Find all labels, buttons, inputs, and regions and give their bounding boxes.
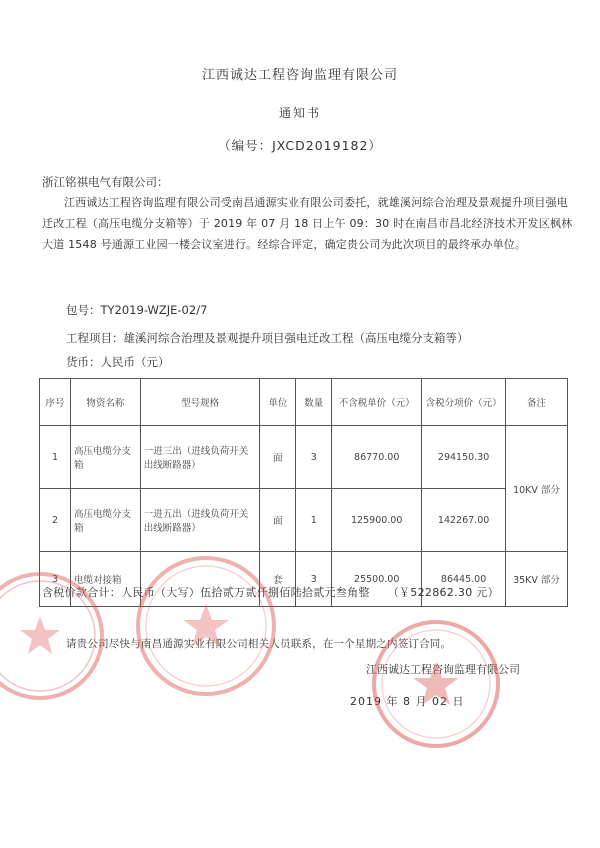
cell-subtotal: 142267.00 (422, 489, 506, 552)
notice-text: 请贵公司尽快与南昌通源实业有限公司相关人员联系，在一个星期之内签订合同。 (66, 638, 452, 650)
cell-qty: 3 (296, 552, 332, 607)
signature-company: 江西诚达工程咨询监理有限公司 (366, 663, 520, 676)
cell-spec: 一进五出（进线负荷开关出线断路器） (140, 489, 260, 552)
cell-unit: 面 (260, 426, 296, 489)
issue-date: 2019 年 8 月 02 日 (350, 695, 465, 708)
cell-qty: 3 (296, 426, 332, 489)
col-header-unit-price: 不含税单价（元） (332, 379, 422, 426)
company-title: 江西诚达工程咨询监理有限公司 (201, 68, 398, 83)
cell-unit: 面 (260, 489, 296, 552)
col-header-unit: 单位 (260, 379, 296, 426)
table-header-row (40, 379, 568, 426)
cell-spec: 一进三出（进线负荷开关出线断路器） (140, 426, 260, 489)
col-header-spec: 型号规格 (140, 379, 260, 426)
cell-remark-35kv: 35KV 部分 (506, 552, 568, 607)
cell-name: 电缆对接箱 (70, 552, 140, 607)
cell-no: 1 (40, 426, 71, 489)
cell-no: 3 (40, 552, 71, 607)
cell-unit: 套 (260, 552, 296, 607)
cell-no: 2 (40, 489, 71, 552)
cell-unit-price: 125900.00 (332, 489, 422, 552)
document-type: 通知书 (278, 106, 321, 120)
total-line (42, 584, 499, 600)
cell-unit-price: 25500.00 (332, 552, 422, 607)
col-header-no: 序号 (40, 379, 71, 426)
cell-remark-10kv: 10KV 部分 (506, 426, 568, 552)
items-table (39, 378, 568, 607)
total-amount: （￥522862.30 元） (387, 586, 499, 599)
col-header-subtotal: 含税分项价（元） (422, 379, 506, 426)
total-label: 含税价款合计：人民币（大写）伍拾贰万贰仟捌佰陆拾贰元叁角整 (42, 586, 370, 599)
body-paragraph: 江西诚达工程咨询监理有限公司受南昌通源实业有限公司委托，就雄溪河综合治理及景观提升项目强电迁改工程（高压电缆分支箱等）于 2019 年 07 月 18 日上午 09：30 时在南昌市昌北经济技术开发区枫林大道 1548 号通源工业园一楼会议室进行。经综合评定，确定贵公司为此次项目的最终承办单位。 (42, 196, 573, 251)
cell-subtotal: 86445.00 (422, 552, 506, 607)
col-header-qty: 数量 (296, 379, 332, 426)
currency-line: 货币：人民币（元） (66, 355, 170, 369)
cell-subtotal: 294150.30 (422, 426, 506, 489)
document-number: （编号：JXCD2019182） (218, 138, 382, 153)
addressee: 浙江铭祺电气有限公司： (42, 175, 169, 189)
col-header-remark: 备注 (506, 379, 568, 426)
cell-unit-price: 86770.00 (332, 426, 422, 489)
cell-qty: 1 (296, 489, 332, 552)
project-line: 工程项目：雄溪河综合治理及景观提升项目强电迁改工程（高压电缆分支箱等） (66, 331, 469, 345)
cell-name: 高压电缆分支箱 (70, 489, 140, 552)
cell-name: 高压电缆分支箱 (70, 426, 140, 489)
col-header-name: 物资名称 (70, 379, 140, 426)
table-row (40, 426, 568, 489)
table-row (40, 489, 568, 552)
package-number: 包号：TY2019-WZJE-02/7 (66, 303, 208, 317)
